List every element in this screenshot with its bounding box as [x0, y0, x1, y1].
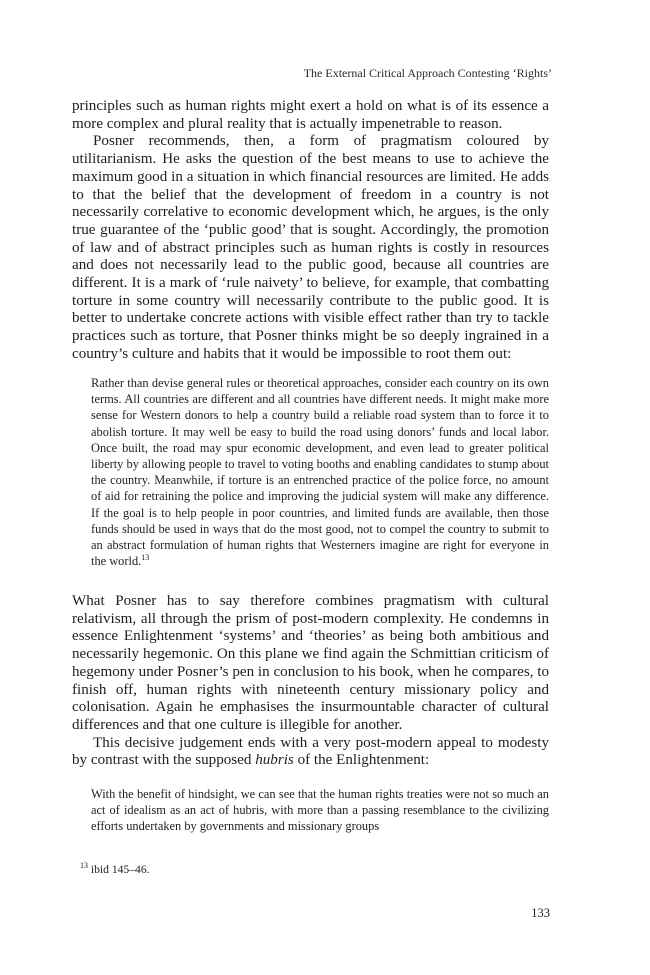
footnote: [80, 863, 150, 876]
footnote-number: 13: [80, 861, 88, 870]
body-block-1: [72, 98, 549, 364]
emphasis-hubris: hubris: [255, 752, 294, 769]
page-number: 133: [531, 906, 550, 920]
paragraph-text-start: This decisive judgement ends with a very post-modern appeal to modesty by contrast with the supposed: [72, 734, 549, 769]
block-quote-text: Rather than devise general rules or theoretical approaches, consider each country on its own terms. All countries are different and all countries have different needs. It might make more sense for Western donors to help a country build a reliable road system than to force it to abolish torture. It may well be easy to build the road using donors’ funds and local labor. Once built, the road may spur economic development, and even lead to greater political liberty by allowing people to travel to voting booths and enabling candidates to stump about the country. Meanwhile, if torture is an entrenched practice of the police force, no amount of aid for retraining the police and improving the judicial system will make any difference. If the goal is to help people in poor countries, and limited funds are available, then those funds should be used in ways that do the most good, not to compel the country to submit to an abstract formulation of human rights that Westerners imagine are right for everyone in the world.: [91, 376, 549, 569]
body-block-2: [72, 593, 549, 770]
footnote-reference[interactable]: 13: [141, 553, 150, 563]
footnote-text: ibid 145–46.: [90, 863, 150, 876]
paragraph-decisive-judgement: [72, 735, 549, 770]
block-quote-posner: [91, 375, 549, 569]
block-quote-hindsight: With the benefit of hindsight, we can see that the human rights treaties were not so much an act of idealism as an act of hubris, with more than a passing resemblance to the civilizing efforts undertaken by governments and missionary groups: [91, 787, 549, 834]
paragraph-posner-recommends: Posner recommends, then, a form of pragmatism coloured by utilitarianism. He asks the question of the best means to use to achieve the maximum good in a situation in which financial resources are limited. He adds to that the belief that the development of freedom in a country is not necessarily correlative to economic development which, he argues, is the only true guarantee of the ‘public good’ that is sought. Accordingly, the promotion of law and of abstract principles such as human rights is costly in resources and does not necessarily lead to the public good, because all countries are different. It is a mark of ‘rule naivety’ to believe, for example, that combatting torture in some country will necessarily contribute to the public good. It is better to undertake concrete actions with visible effect rather than try to tackle practices such as torture, that Posner thinks might be so deeply ingrained in a country’s culture and habits that it would be impossible to root them out:: [72, 133, 549, 362]
running-head: The External Critical Approach Contesting ‘Rights’: [303, 66, 552, 80]
paragraph-continuation: principles such as human rights might exert a hold on what is of its essence a more complex and plural reality that is actually impenetrable to reason.: [72, 98, 549, 132]
paragraph-what-posner-says: What Posner has to say therefore combines pragmatism with cultural relativism, all through the prism of post-modern complexity. He condemns in essence Enlightenment ‘systems’ and ‘theories’ as being both ambitious and necessarily hegemonic. On this plane we find again the Schmittian criticism of hegemony under Posner’s pen in conclusion to his book, when he compares, to finish off, human rights with nineteenth century missionary policy and colonisation. Again he emphasises the insurmountable character of cultural differences and that one culture is illegible for another.: [72, 593, 549, 733]
paragraph-text-end: of the Enlightenment:: [293, 752, 430, 769]
